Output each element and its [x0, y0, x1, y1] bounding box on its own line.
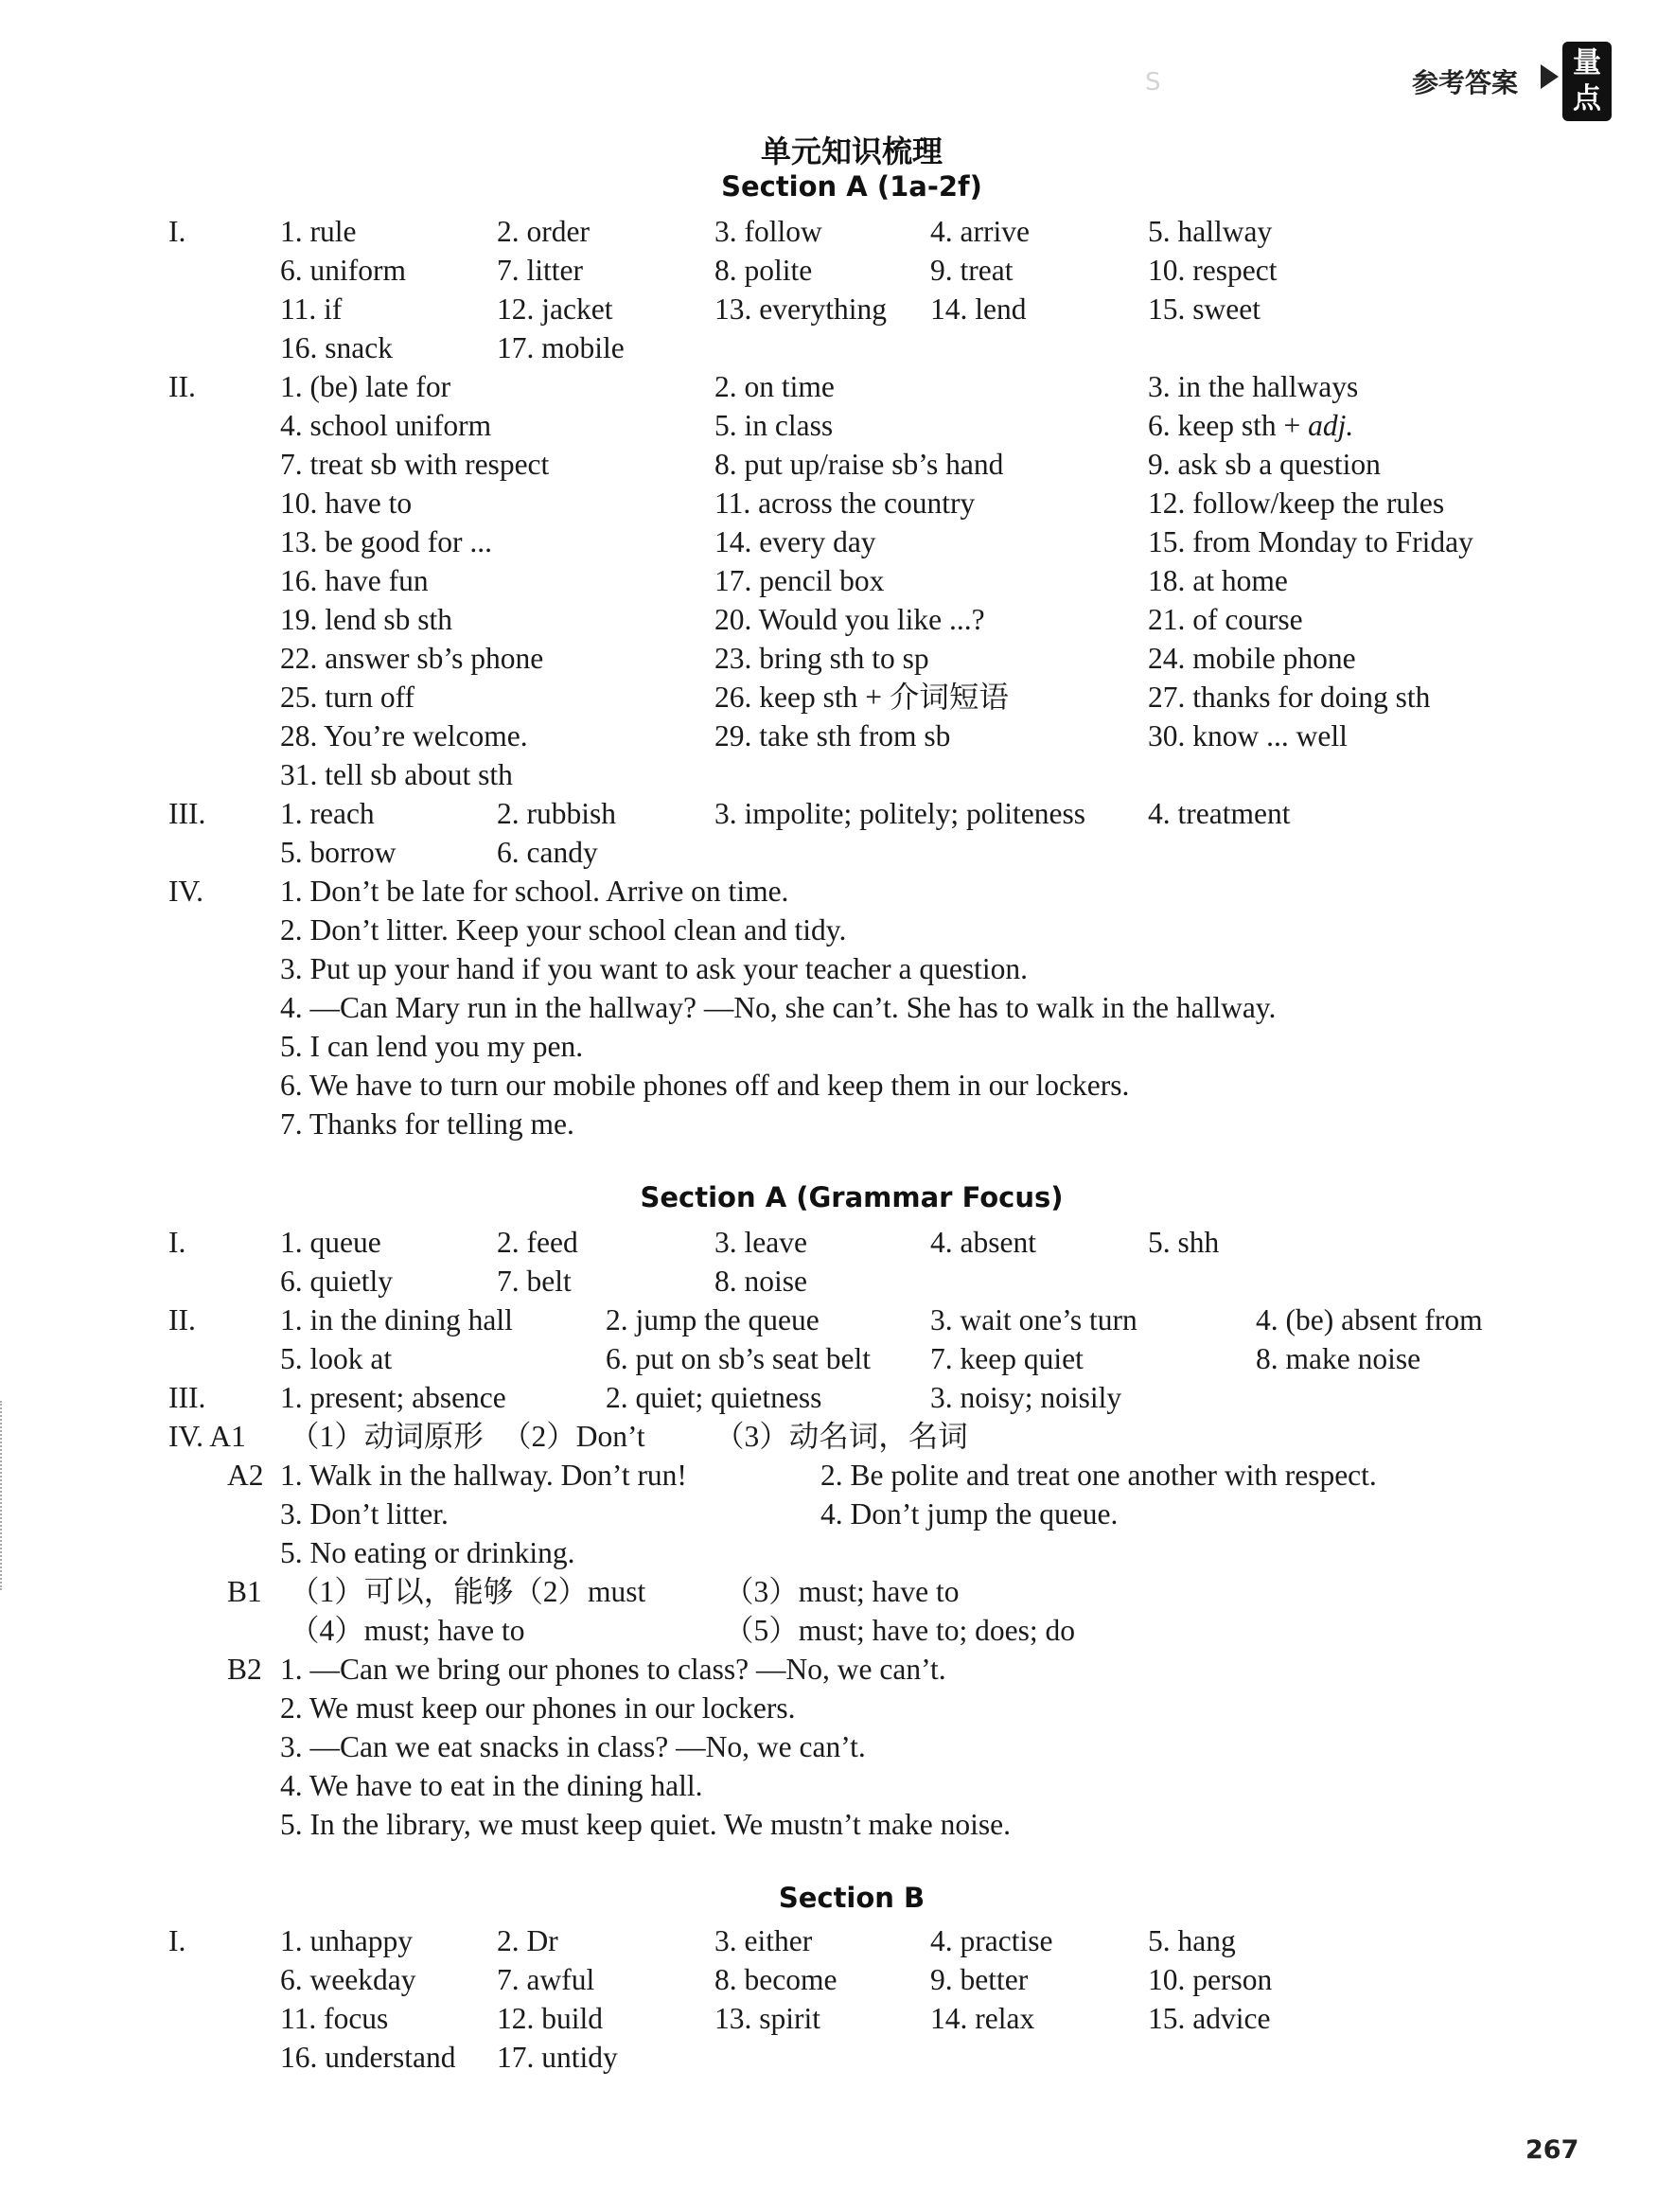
answer-item: 17. untidy	[497, 2041, 618, 2074]
answer-item: 3. Don’t litter.	[280, 1497, 449, 1531]
answer-item: 1. Don’t be late for school. Arrive on time.	[280, 875, 789, 908]
answer-item: 3. follow	[714, 215, 822, 248]
answer-item: 26. keep sth + 介词短语	[714, 681, 1009, 714]
answer-item: 6. keep sth + adj.	[1148, 409, 1354, 442]
answer-item: 12. follow/keep the rules	[1148, 487, 1445, 520]
answer-item: 5. No eating or drinking.	[280, 1536, 575, 1569]
answer-item: 15. from Monday to Friday	[1148, 525, 1473, 558]
answer-item: 4. school uniform	[280, 409, 492, 442]
answer-item: 21. of course	[1148, 603, 1303, 636]
answer-item: 29. take sth from sb	[714, 719, 951, 752]
answer-item: 5. hang	[1148, 1924, 1236, 1957]
answer-item: 30. know ... well	[1148, 719, 1348, 752]
answer-item: 13. spirit	[714, 2002, 821, 2035]
answer-item: 6. We have to turn our mobile phones off and keep them in our lockers.	[280, 1069, 1130, 1102]
answer-item: 1. (be) late for	[280, 370, 451, 403]
answer-item: 2. feed	[497, 1226, 578, 1259]
answer-item: 2. Don’t litter. Keep your school clean and tidy.	[280, 913, 847, 947]
answer-item: 4. absent	[930, 1226, 1036, 1259]
answer-item: 5. look at	[280, 1342, 393, 1375]
answer-item: 16. snack	[280, 331, 393, 364]
section-title-a1: Section A (1a-2f)	[721, 170, 982, 203]
answer-item: 7. Thanks for telling me.	[280, 1107, 574, 1141]
answer-item: 2. order	[497, 215, 590, 248]
answer-item: 2. quiet; quietness	[606, 1381, 822, 1414]
answer-item: 14. lend	[930, 292, 1027, 326]
answer-item: 10. respect	[1148, 254, 1278, 287]
answer-item: 6. uniform	[280, 254, 406, 287]
section-numeral: III.	[168, 1381, 206, 1414]
binding-edge-marks	[0, 1401, 6, 1590]
section-numeral: I.	[168, 1226, 186, 1259]
answer-item: （1）动词原形	[290, 1420, 484, 1453]
answer-item: 2. Dr	[497, 1924, 558, 1957]
answer-item: 4. Don’t jump the queue.	[820, 1497, 1119, 1531]
answer-item: 6. quietly	[280, 1265, 393, 1298]
logo-character: 点	[1573, 82, 1601, 115]
answer-item: 25. turn off	[280, 681, 415, 714]
answer-item: 3. in the hallways	[1148, 370, 1359, 403]
answer-item: 4. (be) absent from	[1256, 1303, 1483, 1336]
answer-item: 5. hallway	[1148, 215, 1273, 248]
answer-item: （5）must; have to; does; do	[724, 1614, 1075, 1647]
answer-item: 23. bring sth to sp	[714, 642, 929, 675]
answer-item: 20. Would you like ...?	[714, 603, 985, 636]
answer-item: 5. in class	[714, 409, 834, 442]
faint-background-text: S	[1145, 68, 1161, 97]
answer-item: 8. become	[714, 1963, 838, 1996]
answer-item: 16. have fun	[280, 564, 429, 597]
answer-item: 11. focus	[280, 2002, 389, 2035]
answer-item: 8. noise	[714, 1265, 807, 1298]
answer-item: 17. mobile	[497, 331, 625, 364]
answer-item: 7. treat sb with respect	[280, 448, 550, 481]
header-arrow-icon	[1541, 64, 1559, 89]
answer-item: 12. jacket	[497, 292, 613, 326]
page-number: 267	[1525, 2135, 1579, 2165]
section-numeral: II.	[168, 370, 196, 403]
answer-item: 2. We must keep our phones in our lockers.	[280, 1691, 796, 1725]
answer-item: 3. leave	[714, 1226, 807, 1259]
answer-item: 5. shh	[1148, 1226, 1220, 1259]
answer-item: 13. be good for ...	[280, 525, 492, 558]
answer-item: 3. either	[714, 1924, 813, 1957]
answer-item: 10. have to	[280, 487, 413, 520]
answer-item: 14. every day	[714, 525, 876, 558]
answer-item: 1. rule	[280, 215, 357, 248]
section-numeral: II.	[168, 1303, 196, 1336]
section-title-b: Section B	[778, 1882, 926, 1914]
answer-item: 8. polite	[714, 254, 813, 287]
answer-item: 4. We have to eat in the dining hall.	[280, 1769, 703, 1802]
answer-item: （1）可以，能够（2）must	[290, 1575, 646, 1608]
answer-item: 6. candy	[497, 836, 598, 869]
answer-item: 4. arrive	[930, 215, 1030, 248]
answer-item: 1. in the dining hall	[280, 1303, 513, 1336]
answer-item: 2. on time	[714, 370, 835, 403]
answer-item: 13. everything	[714, 292, 887, 326]
answer-item: （3）动名词，名词	[714, 1420, 968, 1453]
answer-item: 4. —Can Mary run in the hallway? —No, she can’t. She has to walk in the hallway.	[280, 991, 1277, 1024]
answer-item: 24. mobile phone	[1148, 642, 1356, 675]
answer-item: 7. keep quiet	[930, 1342, 1084, 1375]
header-label: 参考答案	[1412, 67, 1519, 98]
section-numeral: IV. A1	[168, 1420, 246, 1453]
section-title-a-grammar: Section A (Grammar Focus)	[640, 1181, 1064, 1213]
answer-item: 10. person	[1148, 1963, 1273, 1996]
answer-item: 1. unhappy	[280, 1924, 413, 1957]
answer-item: 7. belt	[497, 1265, 572, 1298]
answer-item: 3. —Can we eat snacks in class? —No, we can’t.	[280, 1730, 866, 1763]
answer-item: 15. sweet	[1148, 292, 1261, 326]
answer-item: 1. Walk in the hallway. Don’t run!	[280, 1459, 687, 1492]
answer-item: 3. impolite; politely; politeness	[714, 797, 1085, 830]
answer-item: 19. lend sb sth	[280, 603, 453, 636]
answer-item: 7. litter	[497, 254, 583, 287]
answer-item: 9. ask sb a question	[1148, 448, 1381, 481]
answer-item: 5. borrow	[280, 836, 397, 869]
answer-item: 2. jump the queue	[606, 1303, 820, 1336]
answer-item: 1. queue	[280, 1226, 381, 1259]
answer-item: 2. rubbish	[497, 797, 616, 830]
section-numeral: III.	[168, 797, 206, 830]
answer-item: 18. at home	[1148, 564, 1288, 597]
answer-item: 16. understand	[280, 2041, 456, 2074]
answer-item: （2）Don’t	[502, 1420, 645, 1453]
answer-item: B1	[227, 1575, 262, 1608]
answer-item: 11. across the country	[714, 487, 976, 520]
answer-item: 5. In the library, we must keep quiet. We mustn’t make noise.	[280, 1808, 1011, 1841]
answer-item: 8. put up/raise sb’s hand	[714, 448, 1004, 481]
answer-item: 12. build	[497, 2002, 604, 2035]
answer-item: 6. put on sb’s seat belt	[606, 1342, 871, 1375]
answer-item: 9. treat	[930, 254, 1014, 287]
answer-item: 1. reach	[280, 797, 375, 830]
answer-item: 14. relax	[930, 2002, 1035, 2035]
answer-item: 3. noisy; noisily	[930, 1381, 1122, 1414]
answer-item: 28. You’re welcome.	[280, 719, 528, 752]
answer-item: 4. practise	[930, 1924, 1053, 1957]
section-numeral: I.	[168, 1924, 186, 1957]
italic-suffix: adj.	[1308, 409, 1354, 442]
answer-item: 3. wait one’s turn	[930, 1303, 1137, 1336]
answer-item: 8. make noise	[1256, 1342, 1421, 1375]
answer-item: 31. tell sb about sth	[280, 758, 513, 791]
answer-item: 2. Be polite and treat one another with respect.	[820, 1459, 1377, 1492]
answer-item: 3. Put up your hand if you want to ask your teacher a question.	[280, 952, 1028, 985]
answer-item: （3）must; have to	[724, 1575, 960, 1608]
answer-item: 11. if	[280, 292, 343, 326]
answer-item: 1. present; absence	[280, 1381, 506, 1414]
section-numeral: IV.	[168, 875, 204, 908]
answer-item: A2	[227, 1459, 264, 1492]
answer-item: 1. —Can we bring our phones to class? —No, we can’t.	[280, 1653, 946, 1686]
answer-item: 4. treatment	[1148, 797, 1291, 830]
answer-item: 7. awful	[497, 1963, 595, 1996]
answer-item: 15. advice	[1148, 2002, 1271, 2035]
answer-item: 22. answer sb’s phone	[280, 642, 544, 675]
answer-item: 5. I can lend you my pen.	[280, 1030, 584, 1063]
answer-item: （4）must; have to	[290, 1614, 525, 1647]
answer-item: B2	[227, 1653, 262, 1686]
logo-character: 量	[1573, 46, 1601, 80]
answer-item: 9. better	[930, 1963, 1029, 1996]
page-title: 单元知识梳理	[760, 133, 943, 169]
brand-logo	[1562, 42, 1612, 121]
answer-item: 6. weekday	[280, 1963, 416, 1996]
section-numeral: I.	[168, 215, 186, 248]
answer-item: 27. thanks for doing sth	[1148, 681, 1431, 714]
answer-item: 17. pencil box	[714, 564, 885, 597]
